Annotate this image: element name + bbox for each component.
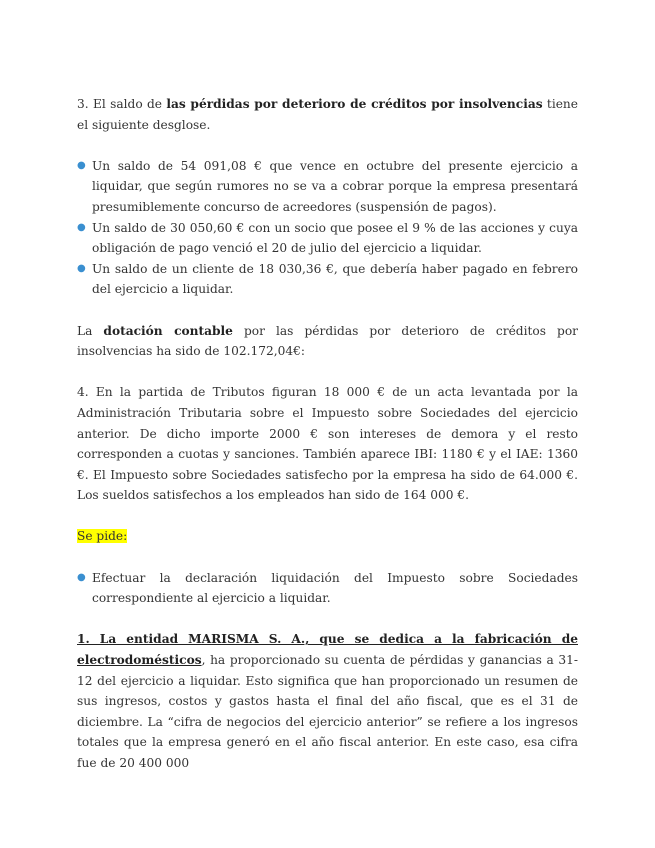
list-item [77, 218, 578, 259]
se-pide-bullet-list [77, 568, 578, 609]
section-1-heading: 1. La entidad MARISMA S. A., que se dedica a la fabricación de electrodomésticos [77, 632, 578, 668]
dotacion-paragraph [77, 321, 578, 362]
list-item-text: Un saldo de 54 091,08 € que vence en octubre del presente ejercicio a liquidar, que según rumores no se va a cobrar porque la empresa presentará presumiblemente concurso de acreedores (suspensión de pagos). [92, 158, 578, 214]
bullet-icon: ● [77, 571, 86, 583]
section-1-paragraph [77, 629, 578, 773]
section-3-paragraph [77, 94, 578, 135]
se-pide-highlight: Se pide: [77, 529, 128, 544]
dotacion-bold-term: dotación contable [103, 323, 233, 338]
section-4-paragraph: 4. En la partida de Tributos figuran 18 000 € de un acta levantada por la Administración Tributaria sobre el Impuesto sobre Sociedades del ejercicio anterior. De dicho importe 2000 € son intereses de demora y el resto corresponden a cuotas y sanciones. También aparece IBI: 1180 € y el IAE: 1360 €. El Impuesto sobre Sociedades satisfecho por la empresa ha sido de 64.000 €. Los sueldos satisfechos a los empleados han sido de 164 000 €. [77, 385, 578, 503]
list-item [77, 156, 578, 218]
section-1-body: , ha proporcionado su cuenta de pérdidas y ganancias a 31-12 del ejercicio a liquidar. Esto significa que han proporcionado un resumen de sus ingresos, costos y gastos hasta el final del año fiscal, que es el 31 de diciembre. La “cifra de negocios del ejercicio anterior” se refiere a los ingresos totales que la empresa generó en el año fiscal anterior. En este caso, esa cifra fue de 20 400 000 [77, 653, 578, 770]
section-3-ending: tiene el siguiente desglose. [77, 97, 578, 132]
se-pide-heading [77, 526, 578, 547]
section-3-bullet-list [77, 156, 578, 300]
bullet-icon: ● [77, 221, 86, 233]
section-3-bold-term: las pérdidas por deterioro de créditos por insolvencias [166, 97, 543, 111]
bullet-icon: ● [77, 159, 86, 171]
dotacion-ending: por las pérdidas por deterioro de créditos por insolvencias ha sido de 102.172,04€: [77, 323, 578, 359]
list-item-text: Un saldo de 30 050,60 € con un socio que posee el 9 % de las acciones y cuya obligación de pago venció el 20 de julio del ejercicio a liquidar. [92, 220, 578, 256]
bullet-icon: ● [77, 262, 86, 274]
dotacion-intro: La [77, 323, 104, 338]
list-item [77, 568, 578, 609]
list-item-text: Efectuar la declaración liquidación del Impuesto sobre Sociedades correspondiente al ejercicio a liquidar. [92, 570, 578, 606]
list-item-text: Un saldo de un cliente de 18 030,36 €, que debería haber pagado en febrero del ejercicio a liquidar. [92, 261, 578, 297]
section-3-intro: 3. El saldo de [77, 97, 167, 111]
list-item [77, 259, 578, 300]
